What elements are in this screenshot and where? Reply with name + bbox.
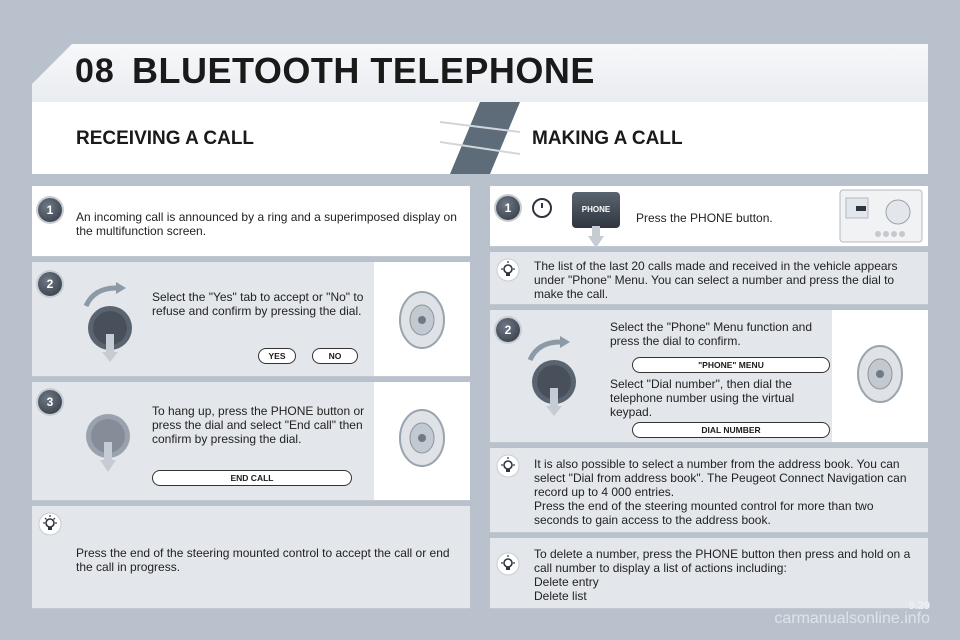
step-badge-1: 1 (38, 198, 62, 222)
make-step2-text-b: Select "Dial number", then dial the telephone number using the virtual keypad. (610, 377, 795, 419)
phone-button[interactable]: PHONE (572, 192, 620, 228)
no-button[interactable]: NO (312, 348, 358, 364)
end-call-button[interactable]: END CALL (152, 470, 352, 486)
receive-step2-text: Select the "Yes" tab to accept or "No" to refuse and confirm by pressing the dial. (152, 290, 364, 318)
radio-unit-icon (838, 188, 924, 244)
make-step1-text: Press the PHONE button. (636, 211, 773, 225)
lightbulb-icon-4 (496, 552, 520, 576)
watermark: carmanualsonline.info (774, 610, 930, 627)
receiving-call-title: RECEIVING A CALL (76, 128, 255, 149)
press-arrow-icon (586, 226, 606, 248)
make-tip2-text (534, 457, 920, 527)
steering-control-icon (398, 290, 446, 350)
lightbulb-icon-2 (496, 258, 520, 282)
lightbulb-icon-3 (496, 454, 520, 478)
receive-tip-text: Press the end of the steering mounted control to accept the call or end the call in progress. (76, 546, 450, 574)
receive-step3-text: To hang up, press the PHONE button or press the dial and select "End call" then confirm by pressing the dial. (152, 404, 365, 446)
make-tip3-line: Delete list (534, 589, 587, 603)
decorative-stripes (440, 102, 520, 174)
lightbulb-icon (38, 512, 62, 536)
step-badge-2: 2 (38, 272, 62, 296)
make-tip3-text (534, 547, 922, 603)
making-call-title: MAKING A CALL (532, 128, 683, 149)
steering-control-icon-3 (856, 344, 904, 404)
rotary-dial-press-icon (80, 410, 136, 474)
chapter-number: 08 (75, 52, 115, 90)
make-tip2-line: It is also possible to select a number from the address book. You can select "Dial from address book". The Peugeot Connect Navigation can record up to 4 000 entries. (534, 457, 907, 499)
make-tip2-line: Press the end of the steering mounted control for more than two seconds to gain access to the address book. (534, 499, 874, 527)
step-badge-right-2: 2 (496, 318, 520, 342)
make-tip1-text: The list of the last 20 calls made and received in the vehicle appears under "Phone" Menu. You can select a number and press the dial to make the call. (534, 259, 898, 301)
step-badge-3: 3 (38, 390, 62, 414)
make-tip3-line: To delete a number, press the PHONE button then press and hold on a call number to display a list of actions including: (534, 547, 911, 575)
page-title: BLUETOOTH TELEPHONE (132, 50, 595, 91)
page-number: 9.29 (908, 600, 930, 612)
make-tip3-line: Delete entry (534, 575, 599, 589)
make-step2-text-a: Select the "Phone" Menu function and press the dial to confirm. (610, 320, 812, 348)
steering-control-icon-2 (398, 408, 446, 468)
rotary-dial-icon (80, 282, 140, 366)
receive-step1-text: An incoming call is announced by a ring and a superimposed display on the multifunction screen. (76, 210, 457, 238)
step-badge-right-1: 1 (496, 196, 520, 220)
rotary-dial-icon-2 (524, 336, 584, 420)
clock-icon (530, 196, 554, 220)
phone-menu-button[interactable]: "PHONE" MENU (632, 357, 830, 373)
yes-button[interactable]: YES (258, 348, 296, 364)
dial-number-button[interactable]: DIAL NUMBER (632, 422, 830, 438)
